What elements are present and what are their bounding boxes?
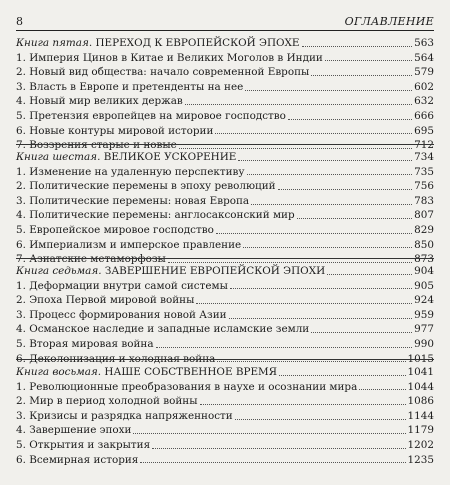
chapter-page-number: 666 [414, 109, 434, 122]
book-heading-text [16, 365, 277, 380]
book-label: Книга шестая. [16, 151, 101, 163]
leader-dots [251, 204, 412, 205]
chapter-entry[interactable] [16, 322, 434, 337]
book-page-number: 734 [414, 151, 434, 163]
chapter-title: 3. Процесс формирования новой Азии [16, 308, 227, 321]
book-page-number: 1041 [407, 366, 434, 378]
leader-dots [179, 148, 412, 149]
running-header [16, 12, 434, 28]
chapter-entry[interactable] [16, 94, 434, 109]
book-label: Книга седьмая. [16, 265, 102, 277]
leader-dots [196, 303, 412, 304]
chapter-page-number: 1179 [407, 424, 434, 437]
chapter-entry[interactable] [16, 394, 434, 409]
book-section [16, 150, 434, 267]
book-section [16, 36, 434, 153]
leader-dots [288, 119, 412, 120]
chapter-title: 3. Кризисы и разрядка напряженности [16, 409, 233, 422]
section-divider [16, 144, 434, 145]
chapter-title: 1. Революционные преобразования в наухе и осознании мира [16, 380, 358, 393]
chapter-title: 5. Претензия европейцев на мировое господство [16, 109, 286, 122]
chapter-page-number: 807 [414, 209, 434, 222]
leader-dots [185, 104, 412, 105]
leader-dots [216, 233, 412, 234]
chapter-title: 5. Европейское мировое господство [16, 223, 214, 236]
chapter-entry[interactable] [16, 380, 434, 395]
leader-dots [279, 375, 405, 376]
leader-dots [278, 189, 413, 190]
chapter-title: 1. Империя Цинов в Китае и Великих Моголов в Индии [16, 51, 323, 64]
chapter-title: 7. Воззрения старые и новые [16, 139, 177, 152]
chapter-page-number: 905 [414, 279, 434, 292]
chapter-entry[interactable] [16, 308, 434, 323]
chapter-page-number: 924 [414, 294, 434, 307]
chapter-title: 7. Азиатские метаморфозы [16, 253, 166, 266]
chapter-page-number: 735 [414, 165, 434, 178]
chapter-entry[interactable] [16, 194, 434, 209]
leader-dots [140, 462, 405, 463]
book-title: ПЕРЕХОД К ЕВРОПЕЙСКОЙ ЭПОХЕ [95, 37, 300, 49]
chapter-page-number: 959 [414, 308, 434, 321]
book-heading-text [16, 150, 236, 165]
chapter-title: 2. Новый вид общества: начало современной Европы [16, 66, 310, 79]
chapter-entry[interactable] [16, 65, 434, 80]
chapter-entry[interactable] [16, 453, 434, 468]
running-title: ОГЛАВЛЕНИЕ [344, 15, 434, 28]
chapter-entry[interactable] [16, 438, 434, 453]
leader-dots [359, 389, 405, 390]
chapter-page-number: 756 [414, 180, 434, 193]
book-heading[interactable] [16, 36, 434, 51]
chapter-entry[interactable] [16, 423, 434, 438]
leader-dots [156, 347, 413, 348]
chapter-page-number: 977 [414, 323, 434, 336]
leader-dots [297, 218, 413, 219]
chapter-page-number: 602 [414, 80, 434, 93]
leader-dots [247, 174, 413, 175]
chapter-page-number: 1202 [407, 438, 434, 451]
book-heading[interactable] [16, 365, 434, 380]
book-section [16, 365, 434, 467]
book-heading[interactable] [16, 150, 434, 165]
leader-dots [245, 90, 412, 91]
book-label: Книга восьмая. [16, 366, 102, 378]
chapter-page-number: 564 [414, 51, 434, 64]
leader-dots [302, 46, 413, 47]
page-number: 8 [16, 15, 23, 28]
book-title: НАШЕ СОБСТВЕННОЕ ВРЕМЯ [104, 366, 278, 378]
chapter-page-number: 1086 [407, 395, 434, 408]
chapter-page-number: 990 [414, 337, 434, 350]
book-page-number: 563 [414, 37, 434, 49]
chapter-entry[interactable] [16, 337, 434, 352]
chapter-title: 3. Власть в Европе и претенденты на нее [16, 80, 244, 93]
chapter-entry[interactable] [16, 80, 434, 95]
leader-dots [152, 448, 405, 449]
leader-dots [133, 433, 405, 434]
chapter-page-number: 1235 [407, 453, 434, 466]
leader-dots [215, 133, 412, 134]
chapter-page-number: 579 [414, 66, 434, 79]
book-title: ВЕЛИКОЕ УСКОРЕНИЕ [103, 151, 237, 163]
chapter-page-number: 712 [414, 139, 434, 152]
chapter-title: 2. Эпоха Первой мировой войны [16, 294, 195, 307]
book-heading-text [16, 36, 300, 51]
leader-dots [229, 318, 413, 319]
chapter-title: 4. Османское наследие и западные исламские земли [16, 323, 310, 336]
book-title: ЗАВЕРШЕНИЕ ЕВРОПЕЙСКОЙ ЭПОХИ [104, 265, 326, 277]
chapter-title: 6. Империализм и имперское правление [16, 238, 242, 251]
chapter-title: 6. Новые контуры мировой истории [16, 124, 214, 137]
chapter-entry[interactable] [16, 179, 434, 194]
chapter-title: 2. Политические перемены в эпоху революций [16, 180, 276, 193]
chapter-page-number: 1144 [407, 409, 434, 422]
chapter-entry[interactable] [16, 208, 434, 223]
chapter-title: 4. Завершение эпохи [16, 424, 132, 437]
chapter-entry[interactable] [16, 409, 434, 424]
leader-dots [325, 60, 412, 61]
chapter-page-number: 695 [414, 124, 434, 137]
chapter-title: 6. Деколонизация и холодная война [16, 352, 216, 365]
chapter-page-number: 1015 [407, 352, 434, 365]
chapter-title: 5. Открытия и закрытия [16, 438, 151, 451]
chapter-page-number: 1044 [407, 380, 434, 393]
chapter-title: 4. Новый мир великих держав [16, 95, 183, 108]
chapter-page-number: 783 [414, 194, 434, 207]
chapter-title: 4. Политические перемены: англосаксонский мир [16, 209, 295, 222]
chapter-title: 3. Политические перемены: новая Европа [16, 194, 250, 207]
leader-dots [238, 160, 412, 161]
section-divider [16, 359, 434, 360]
header-rule [16, 30, 434, 31]
chapter-entry[interactable] [16, 279, 434, 294]
leader-dots [243, 247, 412, 248]
chapter-page-number: 632 [414, 95, 434, 108]
chapter-entry[interactable] [16, 124, 434, 139]
leader-dots [217, 361, 405, 362]
chapter-entry[interactable] [16, 223, 434, 238]
leader-dots [168, 262, 412, 263]
book-section [16, 264, 434, 366]
chapter-title: 1. Изменение на удаленную перспективу [16, 165, 245, 178]
book-label: Книга пятая. [16, 37, 93, 49]
leader-dots [230, 288, 412, 289]
book-heading-text [16, 264, 325, 279]
leader-dots [327, 274, 412, 275]
chapter-page-number: 829 [414, 223, 434, 236]
chapter-entry[interactable] [16, 165, 434, 180]
chapter-entry[interactable] [16, 293, 434, 308]
chapter-entry[interactable] [16, 51, 434, 66]
leader-dots [311, 75, 412, 76]
chapter-title: 5. Вторая мировая война [16, 337, 154, 350]
leader-dots [235, 419, 406, 420]
leader-dots [311, 332, 412, 333]
chapter-page-number: 850 [414, 238, 434, 251]
leader-dots [200, 404, 406, 405]
chapter-title: 1. Деформации внутри самой системы [16, 279, 228, 292]
chapter-entry[interactable] [16, 238, 434, 253]
chapter-entry[interactable] [16, 109, 434, 124]
chapter-title: 6. Всемирная история [16, 453, 139, 466]
chapter-page-number: 873 [414, 253, 434, 266]
book-page-number: 904 [414, 265, 434, 277]
book-heading[interactable] [16, 264, 434, 279]
chapter-title: 2. Мир в период холодной войны [16, 395, 198, 408]
section-divider [16, 258, 434, 259]
